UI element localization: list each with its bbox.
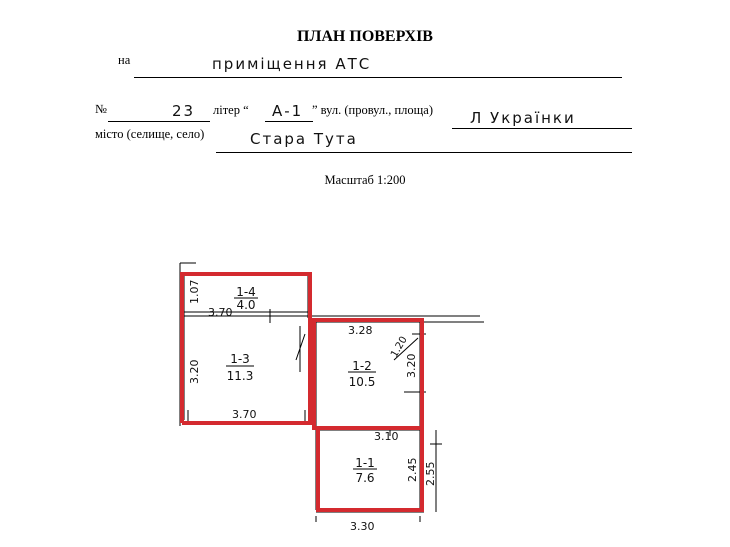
room-1-4-id: 1-4	[236, 285, 256, 299]
room-1-1-area: 7.6	[355, 471, 375, 485]
dim-3-30: 3.30	[350, 520, 375, 533]
street-value: Л Українки	[470, 109, 576, 127]
liter-value: А-1	[272, 102, 304, 120]
room-1-2-id: 1-2	[352, 359, 372, 373]
dim-3-20-right: 3.20	[405, 353, 418, 378]
room-1-2-area: 10.5	[348, 375, 376, 389]
plan-lines	[180, 263, 484, 522]
dim-3-10: 3.10	[374, 430, 399, 443]
street-label: ” вул. (провул., площа)	[312, 103, 433, 117]
dim-1-07: 1.07	[188, 279, 201, 304]
dim-3-70-top: 3.70	[208, 306, 233, 319]
on-label: на	[118, 53, 131, 67]
number-label: №	[95, 102, 107, 116]
dim-3-28: 3.28	[348, 324, 373, 337]
room-1-4-area: 4.0	[236, 298, 256, 312]
city-value: Стара Тута	[250, 130, 358, 148]
dim-3-70-bottom: 3.70	[232, 408, 257, 421]
dim-1-20: 1.20	[389, 334, 410, 360]
dim-2-45: 2.45	[406, 457, 419, 482]
room-1-3-id: 1-3	[230, 352, 250, 366]
on-value: приміщення АТС	[212, 55, 372, 73]
city-label: місто (селище, село)	[95, 127, 205, 141]
number-value: 23	[172, 102, 196, 120]
scale-label: Масштаб 1:200	[324, 173, 406, 187]
room-1-3-area: 11.3	[226, 369, 254, 383]
dim-2-55: 2.55	[424, 461, 437, 486]
document-title: ПЛАН ПОВЕРХІВ	[297, 28, 433, 45]
liter-label: літер “	[213, 103, 249, 117]
room-1-1-id: 1-1	[355, 456, 375, 470]
dim-3-20-left: 3.20	[188, 359, 201, 384]
